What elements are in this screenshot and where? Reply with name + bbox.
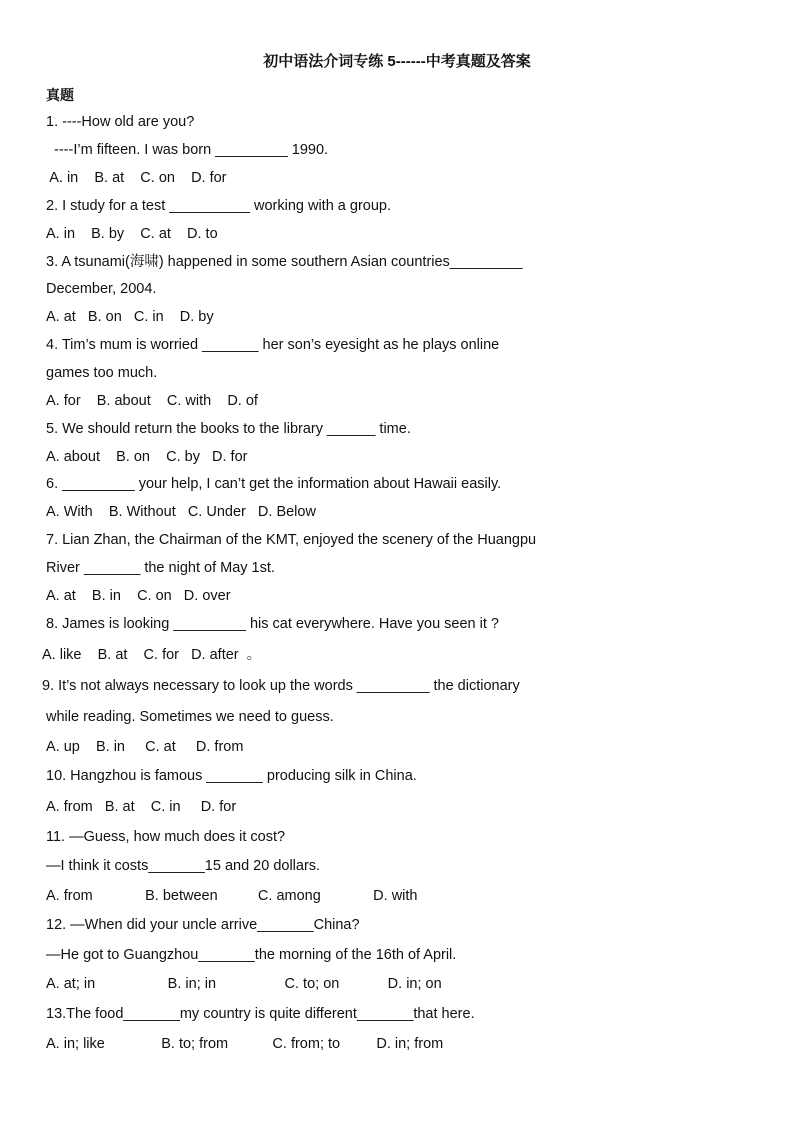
options-line: A. from B. at C. in D. for	[46, 799, 237, 815]
question-line: 1. ----How old are you?	[46, 114, 195, 130]
options-line: A. up B. in C. at D. from	[46, 739, 244, 755]
options-line: A. in B. by C. at D. to	[46, 226, 218, 242]
page-title: 初中语法介词专练 5------中考真题及答案	[263, 53, 531, 70]
options-line: A. in B. at C. on D. for	[46, 170, 227, 186]
options-line: A. like B. at C. for D. after 。	[42, 647, 262, 663]
options-line: A. in; like B. to; from C. from; to D. in; from	[46, 1036, 444, 1052]
question-line: 13.The food_______my country is quite different_______that here.	[46, 1006, 475, 1022]
options-line: A. about B. on C. by D. for	[46, 449, 248, 465]
question-line: 7. Lian Zhan, the Chairman of the KMT, enjoyed the scenery of the Huangpu	[46, 532, 537, 548]
options-line: A. at; in B. in; in C. to; on D. in; on	[46, 976, 442, 992]
question-line: 5. We should return the books to the library ______ time.	[46, 421, 411, 437]
question-line: while reading. Sometimes we need to guess.	[46, 709, 334, 725]
options-line: A. at B. on C. in D. by	[46, 309, 214, 325]
question-line: 10. Hangzhou is famous _______ producing silk in China.	[46, 768, 417, 784]
question-line: 8. James is looking _________ his cat everywhere. Have you seen it ?	[46, 616, 499, 632]
options-line: A. for B. about C. with D. of	[46, 393, 258, 409]
question-line: 11. —Guess, how much does it cost?	[46, 829, 286, 845]
question-line: 4. Tim’s mum is worried _______ her son’s eyesight as he plays online	[46, 337, 500, 353]
question-line: —He got to Guangzhou_______the morning of the 16th of April.	[46, 947, 457, 963]
question-line: —I think it costs_______15 and 20 dollars.	[46, 858, 321, 874]
question-line: ----I’m fifteen. I was born _________ 1990.	[50, 142, 329, 158]
options-line: A. With B. Without C. Under D. Below	[46, 504, 316, 520]
question-line: 9. It’s not always necessary to look up the words _________ the dictionary	[42, 678, 520, 694]
question-line: 6. _________ your help, I can’t get the information about Hawaii easily.	[46, 476, 502, 492]
options-line: A. at B. in C. on D. over	[46, 588, 231, 604]
question-line: games too much.	[46, 365, 158, 381]
question-line: December, 2004.	[46, 281, 157, 297]
question-line: River _______ the night of May 1st.	[46, 560, 275, 576]
section-heading: 真题	[46, 87, 74, 103]
question-line: 2. I study for a test __________ working with a group.	[46, 198, 391, 214]
question-line: 12. —When did your uncle arrive_______China?	[46, 917, 360, 933]
question-line: 3. A tsunami(海啸) happened in some southern Asian countries_________	[46, 254, 523, 270]
options-line: A. from B. between C. among D. with	[46, 888, 418, 904]
